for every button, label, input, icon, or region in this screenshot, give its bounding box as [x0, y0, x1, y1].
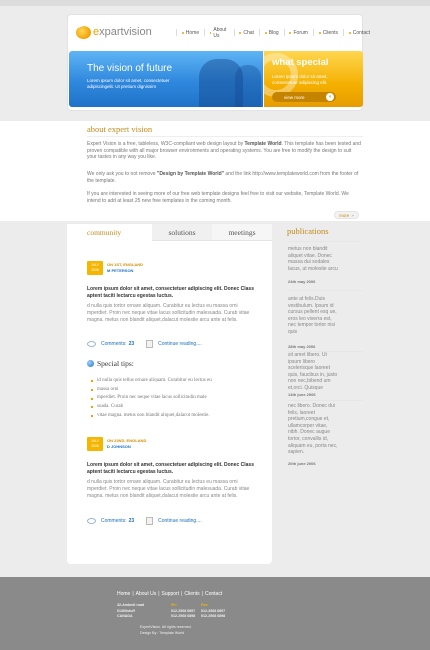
nav-separator [284, 29, 285, 36]
globe-icon [87, 360, 94, 367]
document-icon [146, 517, 153, 525]
tab-meetings[interactable]: meetings [212, 224, 272, 241]
nav-bullet-icon [289, 32, 291, 34]
people-silhouette-icon [235, 65, 261, 107]
nav-separator [343, 29, 344, 36]
footer-address: 32-Ambedi road 01360stuff CANADA [117, 603, 145, 618]
arrow-right-icon: » [351, 212, 354, 218]
comments-link[interactable]: Comments: 23 [101, 518, 135, 524]
view-more-button[interactable] [272, 92, 336, 102]
comments-link[interactable]: Comments: 23 [101, 341, 135, 347]
site-header [67, 14, 370, 111]
view-more-label: view more [284, 94, 305, 100]
logo-mark-icon [76, 26, 91, 39]
tab-bar [67, 224, 272, 241]
template-world-link[interactable]: Template World [244, 141, 282, 147]
nav-separator [176, 29, 177, 36]
about-paragraph: Expert Vision is a free, tableless, W3C-compliant web design layout by Template World. This template has been tested and proven compatible with all major browser environments and operating systems. You are free to modify the design to suit your tastes in any way you like. [87, 141, 361, 160]
publication-date: 20th june 2006 [288, 461, 316, 466]
site-logo[interactable] [76, 23, 152, 41]
footer-link-about-us[interactable]: About Us [135, 591, 157, 597]
footer-link-support[interactable]: Support [161, 591, 180, 597]
list-item: id nulla quis tellus ornare aliquam. Curabitur eu lectus eu [91, 377, 261, 386]
special-title: what special [272, 57, 329, 68]
nav-forum[interactable]: Forum [289, 30, 307, 36]
post-body: d nulla quis tortor ornare aliquam. Curabitur eu lectus eu massa orni mperdiet. Proin nec neque vitae lacus sollicitudin malesuada. Curab vitae magna. metus non blandit aliquet,dalacut molestie arcu ante at felis. [87, 303, 250, 323]
post-meta: ON 22ND, ENGLAND D JOHNSON [107, 438, 147, 449]
arrow-right-icon: » [326, 93, 334, 101]
post-intro: Lorem ipsum dolor sit amet, consectetuer adipiscing elit. Donec Class aptent taciti lectarcu egestas luctus. [87, 286, 254, 299]
nav-bullet-icon [265, 32, 267, 34]
footer-fax: Fax: 012-2568 6897 012-2568 6898 [201, 603, 226, 618]
publication-text[interactable]: sit amet libero. Ut ipsum libero scelerisque laoreet quis, faucibus in, justo non nec,bibend um et,orci. Quisque [288, 352, 338, 391]
footer-link-contact[interactable]: Contact [204, 591, 223, 597]
tab-solutions[interactable]: solutions [152, 224, 212, 241]
document-icon [146, 340, 153, 348]
continue-reading-link[interactable]: Continue reading.... [158, 341, 202, 347]
nav-separator [234, 29, 235, 36]
main-nav [176, 26, 375, 39]
hero-title: The vision of future [87, 63, 173, 74]
about-paragraph: If you are interested in seeing more of our free web template designs feel free to visit our website, Template World. We intend to add at least 25 new free templates in the coming month. [87, 191, 349, 204]
nav-bullet-icon [319, 32, 321, 34]
nav-contact[interactable]: Contact [349, 30, 370, 36]
nav-bullet-icon [182, 32, 184, 34]
post-author[interactable]: M PETERSON [107, 267, 134, 273]
post-body: d nulla quis tortor ornare aliquam. Curabitur eu lectus eu massa orni mperdiet. Proin nec neque vitae lacus sollicitudin malesuada. Curab vitae magna. metus non blandit aliquet,dalacut molestie arcu ante at felis. [87, 479, 250, 499]
logo-text: expartvision [93, 26, 152, 38]
more-button[interactable]: more » [334, 211, 359, 219]
publications-title: publications [287, 226, 329, 236]
post-footer [87, 339, 257, 349]
site-footer [0, 577, 430, 650]
date-badge: JULY 2006 [87, 261, 103, 275]
nav-bullet-icon [349, 32, 351, 34]
footer-link-clients[interactable]: Clients [184, 591, 200, 597]
nav-separator [313, 29, 314, 36]
comment-bubble-icon [87, 341, 96, 347]
hero-text: Lorem ipsum dolor sit amet, consectetuer adipiscingelit. Ut pretium dignissim [87, 78, 170, 89]
nav-separator [204, 29, 205, 36]
list-item: mperdiet. Proin nec neque vitae lacus sollicitudin male [91, 394, 261, 403]
special-tips-heading: Special tips: [87, 359, 134, 368]
list-item: massa orni [91, 386, 261, 395]
nav-bullet-icon [210, 32, 211, 34]
footer-phone: Ph: 012-2568 6897 012-2568 6898 [171, 603, 196, 618]
footer-copyright: ExpertVision. All rights reserved. Design By : Template World [140, 625, 192, 635]
publication-date: 14th june 2006 [288, 392, 316, 397]
about-paragraph: We only ask you to not remove "Design by Template World" and the link http://www.templateworld.com from the footer of the template. [87, 171, 359, 184]
special-banner [264, 51, 363, 107]
date-badge: JULY 2006 [87, 437, 103, 451]
nav-separator [259, 29, 260, 36]
divider [287, 400, 362, 401]
comment-bubble-icon [87, 518, 96, 524]
list-item: vitae magna. metus non blandit aliquet,dalacut molestie. [91, 412, 261, 421]
divider [87, 136, 363, 137]
nav-home[interactable]: Home [182, 30, 199, 36]
tab-community[interactable]: community [67, 224, 152, 241]
nav-blog[interactable]: Blog [265, 30, 279, 36]
post-meta: ON 1ST, ENGLAND M PETERSON [107, 262, 144, 273]
tips-list [91, 377, 261, 421]
publication-text[interactable]: nec libero. Donec dui felis, laoreet pretium,congue et, ullamcorper vitae, nibh. Donec augue tortor, convallis id, aliquam eu, porta nec, sapien. [288, 403, 338, 456]
post-intro: Lorem ipsum dolor sit amet, consectetuer adipiscing elit. Donec Class aptent taciti lectarcu egestas luctus. [87, 462, 254, 475]
about-section [0, 121, 430, 221]
publication-date: 28th may 2006 [288, 344, 316, 349]
continue-reading-link[interactable]: Continue reading.... [158, 518, 202, 524]
post-author[interactable]: D JOHNSON [107, 443, 131, 449]
nav-clients[interactable]: Clients [319, 30, 338, 36]
publication-text[interactable]: ante at felis.Duis vestibulum. Ipsum id cursus pellent esq ue, eros leo viverra est, nec tempor tortor nisi quis [288, 296, 337, 335]
special-text: Lorem ipsum dolor sit amet, consectetuer adipiscing elit. [272, 74, 328, 85]
nav-bullet-icon [239, 32, 241, 34]
about-title: about expert vision [87, 124, 153, 134]
publication-text[interactable]: metus non blandit aliquet vitae. Donec massa dui sodales lacus, ut molestie arcu [288, 246, 338, 272]
divider [287, 290, 362, 291]
nav-chat[interactable]: Chat [239, 30, 254, 36]
divider [287, 241, 362, 242]
top-strip [0, 0, 430, 6]
footer-link-home[interactable]: Home [117, 591, 131, 597]
footer-nav: Home | About Us | Support | Clients | Contact [117, 591, 223, 597]
hero-banner [69, 51, 263, 107]
publications-sidebar [287, 224, 362, 466]
post-footer [87, 516, 257, 526]
nav-about-us[interactable]: About Us [210, 27, 229, 39]
list-item: suada. Curab [91, 403, 261, 412]
publication-date: 24th may 2006 [288, 279, 316, 284]
